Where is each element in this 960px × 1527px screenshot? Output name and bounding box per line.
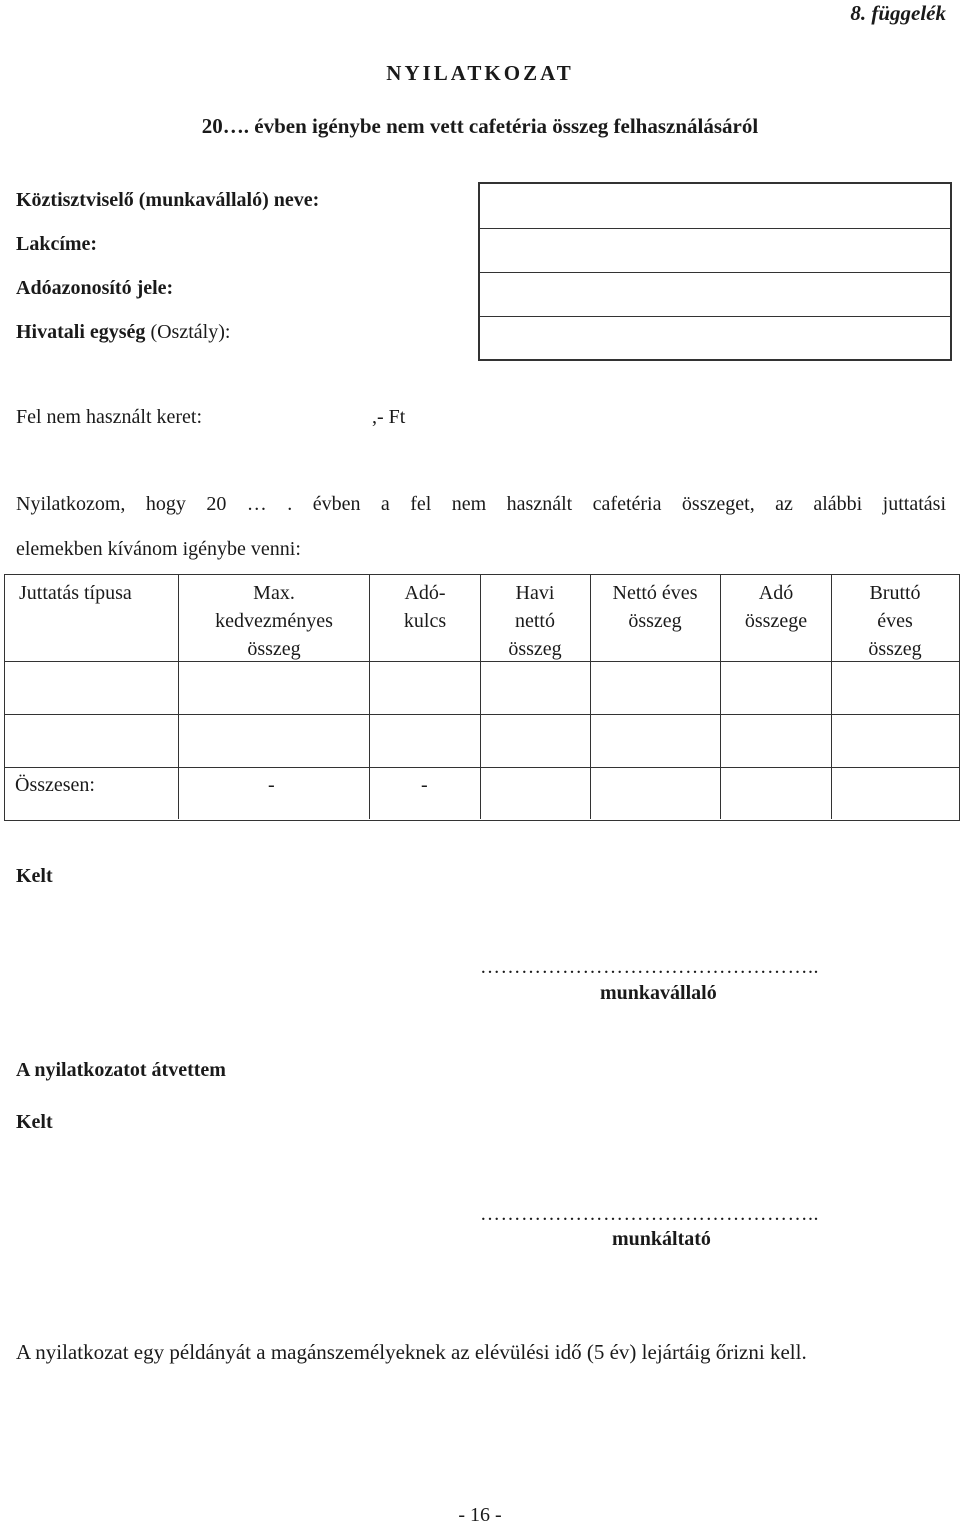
column-divider <box>369 575 370 819</box>
department-field[interactable] <box>480 316 950 359</box>
unused-budget-label: Fel nem használt keret: <box>16 406 203 428</box>
column-divider <box>480 575 481 819</box>
address-field[interactable] <box>480 228 950 273</box>
appendix-label: 8. függelék <box>850 1 946 25</box>
retention-note: A nyilatkozat egy példányát a magánszemélyeknek az elévülési idő (5 év) lejártáig őrizni kell. <box>16 1340 807 1364</box>
tax-id-field[interactable] <box>480 272 950 317</box>
employee-info-labels <box>6 182 478 361</box>
address-label: Lakcíme: <box>16 233 98 255</box>
header-tax-amount: Adó összege <box>744 582 808 632</box>
department-label <box>16 320 230 344</box>
header-annual-gross: Bruttó éves összeg <box>868 582 922 660</box>
declaration-line-2: elemekben kívánom igénybe venni: <box>16 538 301 560</box>
declaration-line-1: Nyilatkozom, hogy 20 … . évben a fel nem használt cafetéria összeget, az alábbi juttatási <box>16 493 946 515</box>
row-divider <box>5 767 959 768</box>
name-label: Köztisztviselő (munkavállaló) neve: <box>16 189 320 211</box>
name-field[interactable] <box>480 184 950 229</box>
employer-signature-line[interactable]: ………………………………………….. <box>480 1203 819 1225</box>
unused-budget-currency: ,- Ft <box>372 406 406 428</box>
row-divider <box>5 661 959 662</box>
total-tax-rate-dash: - <box>421 774 428 796</box>
page-number: - 16 - <box>458 1504 502 1526</box>
header-annual-net: Nettó éves összeg <box>612 582 698 632</box>
benefits-table <box>4 574 960 821</box>
employee-info-table <box>6 182 952 361</box>
tax-id-label: Adóazonosító jele: <box>16 277 174 299</box>
header-tax-rate: Adó-kulcs <box>403 582 447 632</box>
employee-signature-role: munkavállaló <box>600 982 717 1004</box>
column-divider <box>590 575 591 819</box>
employer-date-label: Kelt <box>16 1111 53 1133</box>
employee-signature-line[interactable]: ………………………………………….. <box>480 956 819 978</box>
header-monthly-net: Havi nettó összeg <box>508 582 562 660</box>
column-divider <box>720 575 721 819</box>
header-max-amount: Max. kedvezményes összeg <box>215 582 333 660</box>
document-title: NYILATKOZAT <box>386 61 574 85</box>
employee-info-fields <box>478 182 952 361</box>
employee-date-label: Kelt <box>16 865 53 887</box>
department-label-bold: Hivatali egység <box>16 321 146 343</box>
received-label: A nyilatkozatot átvettem <box>16 1059 226 1081</box>
row-divider <box>5 714 959 715</box>
employer-signature-role: munkáltató <box>612 1228 711 1250</box>
document-subtitle: 20…. évben igénybe nem vett cafetéria összeg felhasználásáról <box>201 114 759 138</box>
total-max-dash: - <box>268 774 275 796</box>
department-label-normal: (Osztály): <box>145 321 231 343</box>
column-divider <box>831 575 832 819</box>
header-benefit-type: Juttatás típusa <box>19 582 132 604</box>
column-divider <box>178 575 179 819</box>
total-label: Összesen: <box>15 774 95 796</box>
